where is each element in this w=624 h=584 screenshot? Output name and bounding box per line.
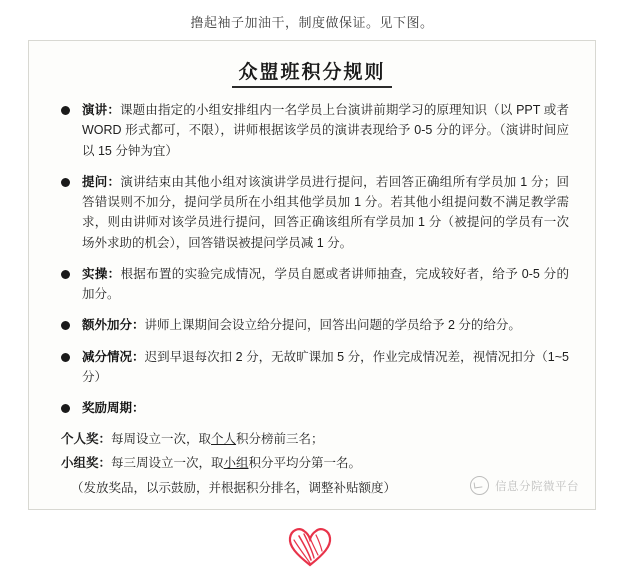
rule-body: [82, 315, 569, 335]
rule-term: 减分情况：: [82, 349, 145, 364]
rule-body: [82, 100, 569, 161]
rules-card-inner: [29, 41, 595, 509]
award-pre: 每三周设立一次，取: [111, 455, 224, 470]
title-underline: [232, 86, 392, 88]
bullet-icon: [61, 321, 70, 330]
bullet-icon: [61, 270, 70, 279]
bullet-icon: [61, 178, 70, 187]
award-underline: 小组: [223, 455, 249, 470]
award-post: 积分平均分第一名。: [248, 455, 362, 470]
award-line: [61, 453, 569, 474]
rule-body: [82, 172, 569, 253]
rule-item: [55, 264, 569, 305]
rule-item: [55, 315, 569, 335]
award-underline: 个人: [211, 432, 237, 447]
rule-term: 实操：: [82, 266, 121, 281]
rule-term: 提问：: [82, 174, 121, 189]
rule-term: 演讲：: [82, 103, 120, 117]
rule-text: 根据布置的实验完成情况，学员自愿或者讲师抽查，完成较好者，给予 0-5 分的加分。: [82, 266, 569, 301]
rule-body: [82, 398, 569, 418]
rule-text: 讲师上课期间会设立给分提问，回答出问题的学员给予 2 分的给分。: [144, 318, 521, 333]
watermark-text: 信息分院微平台: [495, 480, 579, 493]
watermark: [470, 476, 579, 495]
document-title: 众盟班积分规则: [238, 62, 386, 83]
rule-body: [82, 347, 569, 388]
award-label: 小组奖：: [61, 455, 112, 470]
wechat-logo-icon: [470, 476, 489, 495]
rule-term: 额外加分：: [82, 318, 145, 333]
bullet-icon: [61, 404, 70, 413]
award-pre: 每周设立一次，取: [111, 432, 212, 447]
intro-text: 撸起袖子加油干，制度做保证。见下图。: [190, 15, 434, 30]
award-line: [61, 429, 569, 450]
bullet-icon: [61, 353, 70, 362]
rule-text: 演讲结束由其他小组对该演讲学员进行提问，若回答正确组所有学员加 1 分；回答错误则不加分，提问学员所在小组其他学员加 1 分。若其他小组提问数不满足教学需求，则由讲师对该学员进行提问，回答正确该组所有学员加 1 分（被提问的学员有一次场外求助的机会），回答错误被提问学员减 1 分。: [82, 174, 569, 250]
rule-text: 迟到早退每次扣 2 分，无故旷课加 5 分，作业完成情况差，视情况扣分（1~5 分）: [82, 349, 569, 384]
rule-item: [55, 100, 569, 161]
rule-body: [82, 264, 569, 305]
rule-item: [55, 172, 569, 253]
award-post: 积分榜前三名；: [236, 432, 324, 447]
rules-card: [28, 40, 596, 510]
rule-item: [55, 398, 569, 418]
bullet-icon: [61, 106, 70, 115]
heart-icon: [286, 524, 334, 568]
rule-text: 课题由指定的小组安排组内一名学员上台演讲前期学习的原理知识（以 PPT 或者 WORD 形式都可，不限），讲师根据该学员的演讲表现给予 0-5 分的评分。（演讲时间应以 15 分钟为宜）: [82, 103, 569, 158]
award-label: 个人奖：: [61, 432, 112, 447]
award-note: （发放奖品，以示鼓励，并根据积分排名，调整补贴额度）: [71, 480, 397, 495]
rule-term: 奖励周期：: [82, 401, 145, 415]
rule-item: [55, 347, 569, 388]
